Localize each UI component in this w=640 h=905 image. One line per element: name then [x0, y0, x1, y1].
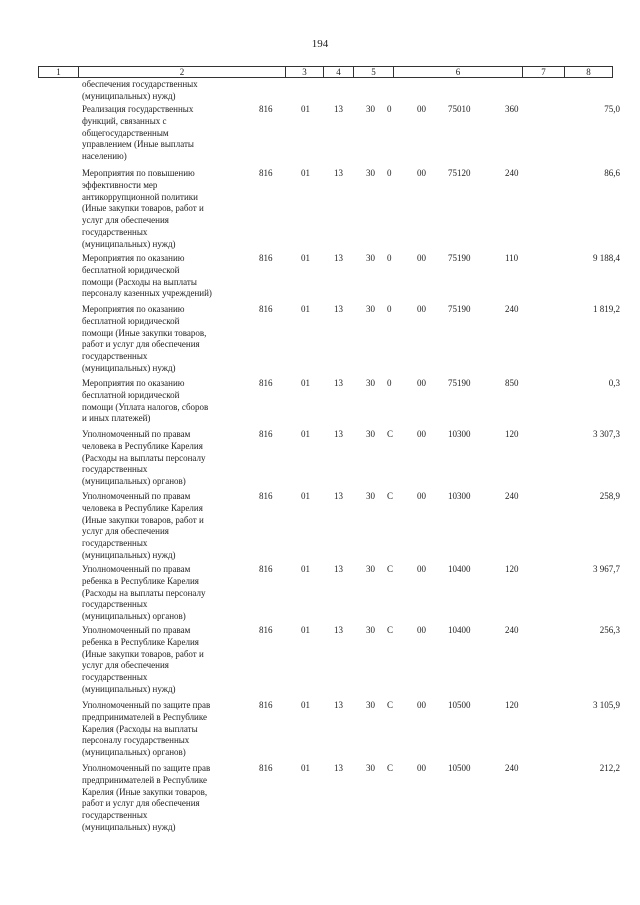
- row-description: Уполномоченный по защите прав предпринимателей в Республике Карелия (Иные закупки товаров, работ и услуг для обеспечения государственных (муниципальных) нужд): [82, 763, 211, 832]
- col-grbs: 816: [259, 700, 273, 710]
- col-section: 01: [301, 253, 310, 263]
- col-grbs: 816: [259, 378, 273, 388]
- header-col-3: 3: [286, 67, 324, 77]
- col-target-4: 10500: [448, 700, 471, 710]
- header-col-5: 5: [354, 67, 394, 77]
- col-target-3: 00: [417, 700, 426, 710]
- col-expense-type: 360: [505, 104, 519, 114]
- col-target-3: 00: [417, 168, 426, 178]
- col-amount: 75,0: [604, 104, 620, 114]
- col-target-3: 00: [417, 104, 426, 114]
- col-target-4: 75010: [448, 104, 471, 114]
- col-section: 01: [301, 104, 310, 114]
- col-grbs: 816: [259, 429, 273, 439]
- row-description: Уполномоченный по правам ребенка в Республике Карелия (Иные закупки товаров, работ и услуг для обеспечения государственных (муниципальных) нужд): [82, 625, 204, 694]
- col-expense-type: 120: [505, 700, 519, 710]
- col-target-3: 00: [417, 304, 426, 314]
- col-target-4: 10400: [448, 625, 471, 635]
- col-target-3: 00: [417, 763, 426, 773]
- col-target-2: С: [387, 763, 394, 773]
- col-expense-type: 850: [505, 378, 519, 388]
- col-amount: 3 967,7: [593, 564, 620, 574]
- row-description: Мероприятия по оказанию бесплатной юридической помощи (Иные закупки товаров, работ и услуг для обеспечения государственных (муниципальных) нужд): [82, 304, 207, 373]
- col-target-4: 75190: [448, 304, 471, 314]
- col-target-4: 10300: [448, 491, 471, 501]
- header-col-7: 7: [523, 67, 565, 77]
- col-target-4: 10500: [448, 763, 471, 773]
- col-target-3: 00: [417, 253, 426, 263]
- col-target-1: 30: [366, 168, 375, 178]
- col-target-1: 30: [366, 763, 375, 773]
- col-target-2: С: [387, 429, 394, 439]
- col-target-1: 30: [366, 429, 375, 439]
- header-col-2: 2: [79, 67, 286, 77]
- col-target-2: 0: [387, 304, 392, 314]
- col-expense-type: 240: [505, 168, 519, 178]
- col-subsection: 13: [334, 104, 343, 114]
- continuation-text: обеспечения государственных (муниципальных) нужд): [82, 79, 198, 101]
- row-description: Уполномоченный по правам ребенка в Республике Карелия (Расходы на выплаты персоналу государственных (муниципальных) органов): [82, 564, 206, 622]
- row-description: Уполномоченный по защите прав предпринимателей в Республике Карелия (Расходы на выплаты персоналу государственных (муниципальных) органов): [82, 700, 211, 758]
- col-target-3: 00: [417, 491, 426, 501]
- col-expense-type: 110: [505, 253, 519, 263]
- page-number: 194: [311, 38, 329, 50]
- col-target-4: 75190: [448, 253, 471, 263]
- col-target-2: 0: [387, 104, 392, 114]
- col-target-2: С: [387, 625, 394, 635]
- col-section: 01: [301, 625, 310, 635]
- col-expense-type: 240: [505, 304, 519, 314]
- col-target-1: 30: [366, 253, 375, 263]
- col-amount: 86,6: [604, 168, 620, 178]
- col-target-1: 30: [366, 304, 375, 314]
- row-description: Мероприятия по оказанию бесплатной юридической помощи (Уплата налогов, сборов и иных платежей): [82, 378, 209, 424]
- col-section: 01: [301, 304, 310, 314]
- col-grbs: 816: [259, 168, 273, 178]
- col-amount: 1 819,2: [593, 304, 620, 314]
- col-expense-type: 240: [505, 491, 519, 501]
- col-section: 01: [301, 564, 310, 574]
- row-description: Мероприятия по повышению эффективности мер антикоррупционной политики (Иные закупки товаров, работ и услуг для обеспечения государственных (муниципальных) нужд): [82, 168, 204, 249]
- col-subsection: 13: [334, 304, 343, 314]
- col-amount: 3 105,9: [593, 700, 620, 710]
- col-section: 01: [301, 700, 310, 710]
- col-expense-type: 240: [505, 763, 519, 773]
- col-section: 01: [301, 491, 310, 501]
- col-target-2: 0: [387, 378, 392, 388]
- col-amount: 3 307,3: [593, 429, 620, 439]
- row-description: Уполномоченный по правам человека в Республике Карелия (Иные закупки товаров, работ и услуг для обеспечения государственных (муниципальных) нужд): [82, 491, 204, 560]
- col-target-3: 00: [417, 564, 426, 574]
- row-description: Уполномоченный по правам человека в Республике Карелия (Расходы на выплаты персоналу государственных (муниципальных) органов): [82, 429, 206, 487]
- col-expense-type: 120: [505, 564, 519, 574]
- col-expense-type: 240: [505, 625, 519, 635]
- col-grbs: 816: [259, 625, 273, 635]
- col-target-3: 00: [417, 429, 426, 439]
- col-amount: 0,3: [608, 378, 620, 388]
- col-target-1: 30: [366, 378, 375, 388]
- col-expense-type: 120: [505, 429, 519, 439]
- header-col-6: 6: [394, 67, 523, 77]
- col-target-2: С: [387, 491, 394, 501]
- col-amount: 212,2: [599, 763, 620, 773]
- col-subsection: 13: [334, 491, 343, 501]
- col-subsection: 13: [334, 253, 343, 263]
- col-target-2: С: [387, 700, 394, 710]
- col-subsection: 13: [334, 168, 343, 178]
- col-subsection: 13: [334, 625, 343, 635]
- col-amount: 9 188,4: [593, 253, 620, 263]
- col-target-3: 00: [417, 625, 426, 635]
- col-target-1: 30: [366, 491, 375, 501]
- col-subsection: 13: [334, 763, 343, 773]
- col-section: 01: [301, 378, 310, 388]
- col-target-4: 10300: [448, 429, 471, 439]
- col-subsection: 13: [334, 378, 343, 388]
- col-grbs: 816: [259, 491, 273, 501]
- col-target-1: 30: [366, 700, 375, 710]
- col-grbs: 816: [259, 104, 273, 114]
- table-header: [38, 66, 613, 78]
- col-subsection: 13: [334, 700, 343, 710]
- col-grbs: 816: [259, 253, 273, 263]
- col-subsection: 13: [334, 429, 343, 439]
- row-description: Реализация государственных функций, связанных с общегосударственным управлением (Иные выплаты населению): [82, 104, 194, 162]
- col-grbs: 816: [259, 763, 273, 773]
- col-target-1: 30: [366, 104, 375, 114]
- col-target-4: 10400: [448, 564, 471, 574]
- row-description: Мероприятия по оказанию бесплатной юридической помощи (Расходы на выплаты персоналу казенных учреждений): [82, 253, 212, 299]
- col-target-1: 30: [366, 564, 375, 574]
- col-section: 01: [301, 168, 310, 178]
- col-section: 01: [301, 429, 310, 439]
- col-target-3: 00: [417, 378, 426, 388]
- col-amount: 256,3: [599, 625, 620, 635]
- col-grbs: 816: [259, 564, 273, 574]
- col-section: 01: [301, 763, 310, 773]
- col-grbs: 816: [259, 304, 273, 314]
- col-subsection: 13: [334, 564, 343, 574]
- header-col-1: 1: [39, 67, 79, 77]
- col-target-2: С: [387, 564, 394, 574]
- col-target-2: 0: [387, 168, 392, 178]
- col-amount: 258,9: [599, 491, 620, 501]
- col-target-2: 0: [387, 253, 392, 263]
- col-target-4: 75190: [448, 378, 471, 388]
- col-target-4: 75120: [448, 168, 471, 178]
- header-col-8: 8: [586, 67, 591, 77]
- header-col-4: 4: [324, 67, 354, 77]
- col-target-1: 30: [366, 625, 375, 635]
